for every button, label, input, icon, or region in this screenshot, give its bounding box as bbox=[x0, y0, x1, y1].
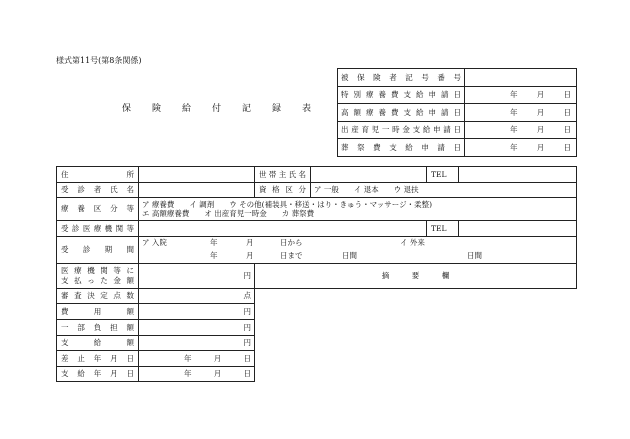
table-row bbox=[338, 104, 577, 122]
table-row bbox=[338, 121, 577, 139]
cost-field[interactable]: 円 bbox=[139, 304, 255, 320]
remarks-area[interactable] bbox=[255, 288, 577, 382]
table-row bbox=[57, 198, 577, 221]
application-dates-table bbox=[337, 68, 577, 157]
clinic-label: 受診医療機関等 bbox=[57, 221, 139, 237]
patient-name-field[interactable] bbox=[139, 182, 255, 198]
copay-label: 一部負担額 bbox=[57, 319, 139, 335]
table-row bbox=[57, 236, 577, 263]
address-field[interactable] bbox=[139, 167, 255, 183]
period-field[interactable]: ア 入院 年 月 日から イ 外来 年 月 日まで 日間 日間 bbox=[139, 236, 577, 263]
high-cost-date-label: 高額療養費支給申請日 bbox=[338, 104, 465, 122]
insured-number-label: 被保険者記号番号 bbox=[338, 69, 465, 87]
funeral-date-label: 葬祭費支給申請日 bbox=[338, 139, 465, 157]
benefit-record-table bbox=[56, 166, 577, 382]
remarks-header: 摘 要 欄 bbox=[255, 263, 577, 288]
payment-label: 支給額 bbox=[57, 335, 139, 351]
page-title: 保険給付記録表 bbox=[122, 104, 333, 114]
household-head-field[interactable] bbox=[311, 167, 427, 183]
paid-amount-label: 医療機関等に 支払った金額 bbox=[57, 263, 139, 288]
tel-label-2: TEL bbox=[427, 221, 459, 237]
patient-name-label: 受診者氏名 bbox=[57, 182, 139, 198]
tel-field[interactable] bbox=[459, 167, 577, 183]
table-row bbox=[338, 69, 577, 87]
form-number: 様式第11号(第8条関係) bbox=[56, 56, 142, 65]
funeral-date-field[interactable]: 年 月 日 bbox=[465, 139, 577, 157]
care-category-label: 療養区分等 bbox=[57, 198, 139, 221]
table-row bbox=[57, 167, 577, 183]
insured-number-field[interactable] bbox=[465, 69, 577, 87]
table-row bbox=[57, 182, 577, 198]
childbirth-date-field[interactable]: 年 月 日 bbox=[465, 121, 577, 139]
qualification-label: 資格区分 bbox=[255, 182, 311, 198]
stop-date-field[interactable]: 年 月 日 bbox=[139, 351, 255, 367]
high-cost-date-field[interactable]: 年 月 日 bbox=[465, 104, 577, 122]
table-row bbox=[57, 288, 577, 304]
points-field[interactable]: 点 bbox=[139, 288, 255, 304]
table-row bbox=[338, 86, 577, 104]
stop-date-label: 差止年月日 bbox=[57, 351, 139, 367]
childbirth-date-label: 出産育児一時金支給申請日 bbox=[338, 121, 465, 139]
points-label: 審査決定点数 bbox=[57, 288, 139, 304]
payment-field[interactable]: 円 bbox=[139, 335, 255, 351]
table-row bbox=[57, 221, 577, 237]
special-care-date-field[interactable]: 年 月 日 bbox=[465, 86, 577, 104]
clinic-tel-field[interactable] bbox=[459, 221, 577, 237]
copay-field[interactable]: 円 bbox=[139, 319, 255, 335]
tel-label: TEL bbox=[427, 167, 459, 183]
address-label: 住所 bbox=[57, 167, 139, 183]
pay-date-label: 支給年月日 bbox=[57, 366, 139, 382]
clinic-field[interactable] bbox=[139, 221, 427, 237]
pay-date-field[interactable]: 年 月 日 bbox=[139, 366, 255, 382]
paid-amount-field[interactable]: 円 bbox=[139, 263, 255, 288]
care-category-options[interactable]: ア 療養費 イ 調剤 ウ その他(補装具・移送・はり・きゅう・マッサージ・柔整) エ 高額療養費 オ 出産育児一時金 カ 葬祭費 bbox=[139, 198, 577, 221]
special-care-date-label: 特別療養費支給申請日 bbox=[338, 86, 465, 104]
household-head-label: 世帯主氏名 bbox=[255, 167, 311, 183]
table-row bbox=[57, 263, 577, 288]
table-row bbox=[338, 139, 577, 157]
qualification-options[interactable]: ア 一般 イ 退本 ウ 退扶 bbox=[311, 182, 577, 198]
period-label: 受診期間 bbox=[57, 236, 139, 263]
cost-label: 費用額 bbox=[57, 304, 139, 320]
